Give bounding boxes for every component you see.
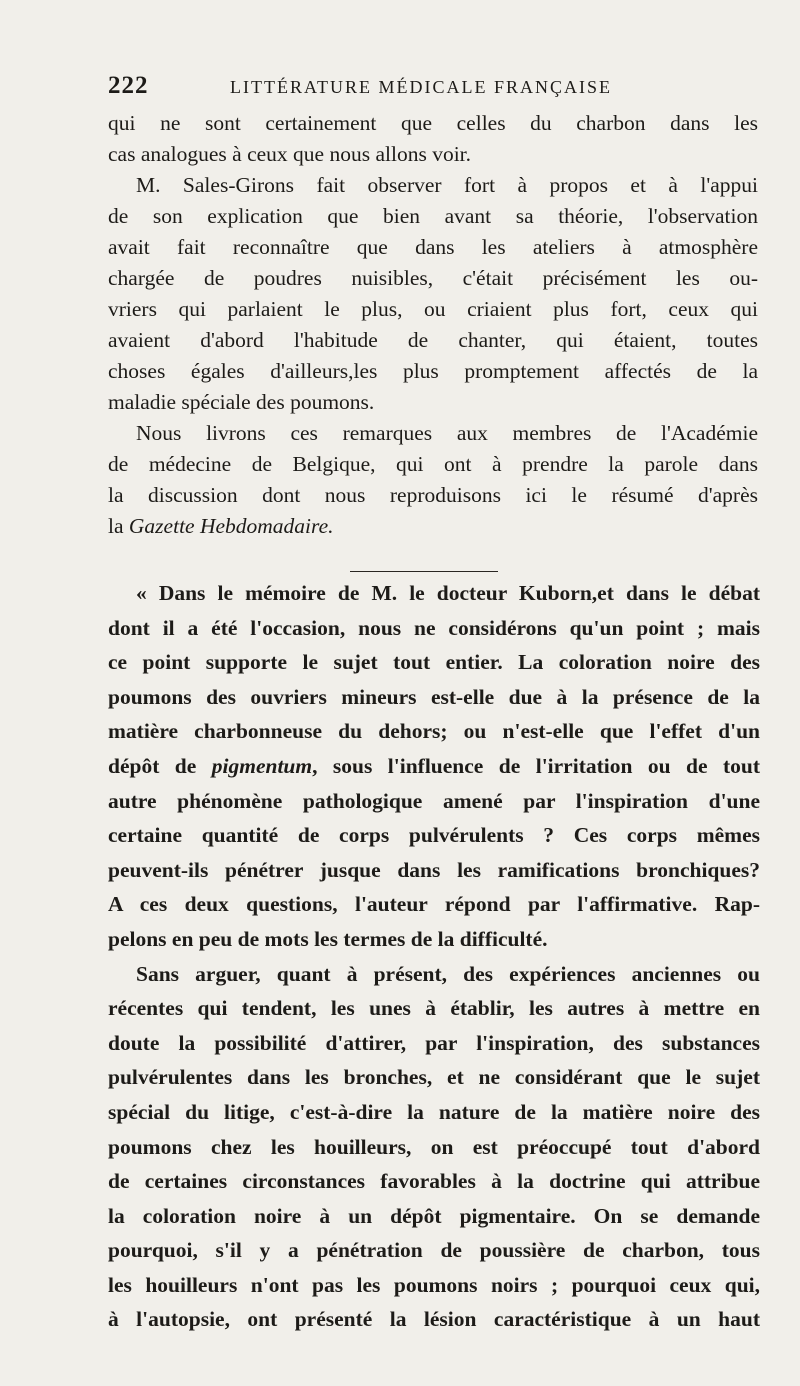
text-line: de médecine de Belgique, qui ont à prendre la parole dans [108, 452, 758, 476]
text-line [108, 749, 760, 784]
text-line: pulvérulentes dans les bronches, et ne considérant que le sujet [108, 1065, 760, 1090]
text-line: ce point supporte le sujet tout entier. La coloration noire des [108, 650, 760, 675]
quote-paragraph-2 [108, 957, 760, 1338]
paragraph-3 [108, 418, 758, 542]
page-number: 222 [108, 72, 149, 99]
text-line: autre phénomène pathologique amené par l'inspiration d'une [108, 788, 760, 813]
text-line: dont il a été l'occasion, nous ne considérons qu'un point ; mais [108, 615, 760, 640]
text-span: dépôt de [108, 753, 212, 778]
text-line: peuvent-ils pénétrer jusque dans les ramifications bronchiques? [108, 857, 760, 882]
text-span: la [108, 514, 129, 538]
text-line: avaient d'abord l'habitude de chanter, qui étaient, toutes [108, 328, 758, 352]
text-line: vriers qui parlaient le plus, ou criaient plus fort, ceux qui [108, 297, 758, 321]
text-line: de certaines circonstances favorables à la doctrine qui attribue [108, 1169, 760, 1194]
text-line [108, 511, 758, 542]
page-header [108, 72, 704, 106]
body-text [108, 108, 758, 542]
text-line: A ces deux questions, l'auteur répond par l'affirmative. Rap- [108, 892, 760, 917]
text-line: à l'autopsie, ont présenté la lésion caractéristique à un haut [108, 1307, 760, 1332]
text-line: certaine quantité de corps pulvérulents ? Ces corps mêmes [108, 823, 760, 848]
text-line: Nous livrons ces remarques aux membres de l'Académie [136, 421, 758, 445]
text-line: poumons chez les houilleurs, on est préoccupé tout d'abord [108, 1134, 760, 1159]
text-line: avait fait reconnaître que dans les ateliers à atmosphère [108, 235, 758, 259]
text-line: cas analogues à ceux que nous allons voir. [108, 142, 472, 166]
text-line: chargée de poudres nuisibles, c'était précisément les ou- [108, 266, 758, 290]
text-line: M. Sales-Girons fait observer fort à propos et à l'appui [136, 173, 758, 197]
paragraph-2 [108, 170, 758, 418]
text-line: les houilleurs n'ont pas les poumons noirs ; pourquoi ceux qui, [108, 1272, 760, 1297]
text-line: matière charbonneuse du dehors; ou n'est-elle que l'effet d'un [108, 719, 760, 744]
section-divider [350, 571, 498, 572]
text-line: choses égales d'ailleurs,les plus promptement affectés de la [108, 359, 758, 383]
quote-paragraph-1 [108, 576, 760, 957]
paragraph-1 [108, 108, 758, 170]
text-line: doute la possibilité d'attirer, par l'inspiration, des substances [108, 1030, 760, 1055]
text-line: « Dans le mémoire de M. le docteur Kuborn,et dans le débat [136, 581, 760, 605]
text-line: spécial du litige, c'est-à-dire la nature de la matière noire des [108, 1099, 760, 1124]
text-line: Sans arguer, quant à présent, des expériences anciennes ou [136, 961, 760, 986]
text-span: , sous l'influence de l'irritation ou de tout [312, 753, 760, 778]
text-line: qui ne sont certainement que celles du charbon dans les [108, 111, 758, 135]
text-line: la discussion dont nous reproduisons ici le résumé d'après [108, 483, 758, 507]
text-line: pelons en peu de mots les termes de la difficulté. [108, 926, 548, 951]
text-line: récentes qui tendent, les unes à établir, les autres à mettre en [108, 996, 760, 1021]
latin-term: pigmentum [211, 753, 313, 778]
text-line: poumons des ouvriers mineurs est-elle due à la présence de la [108, 684, 760, 709]
text-line: pourquoi, s'il y a pénétration de poussière de charbon, tous [108, 1238, 760, 1263]
running-title: LITTÉRATURE MÉDICALE FRANÇAISE [230, 77, 612, 97]
text-line: de son explication que bien avant sa théorie, l'observation [108, 204, 758, 228]
text-line: la coloration noire à un dépôt pigmentaire. On se demande [108, 1203, 760, 1228]
text-line: maladie spéciale des poumons. [108, 390, 375, 414]
journal-title: Gazette Hebdomadaire. [128, 514, 334, 538]
quoted-report [108, 576, 760, 1337]
